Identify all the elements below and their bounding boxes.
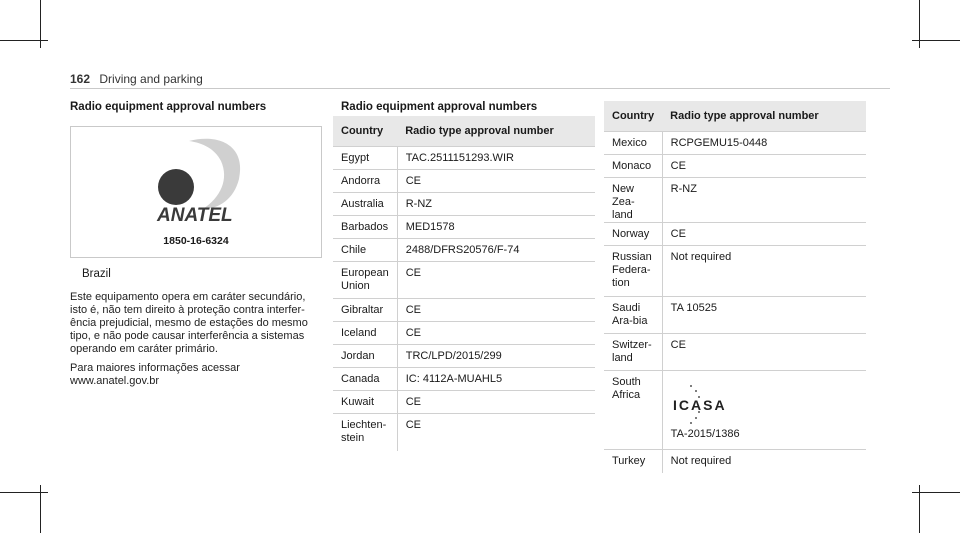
approval-number-cell: CE [397, 391, 595, 414]
table-row [333, 391, 595, 414]
approval-number-cell [662, 371, 866, 450]
approval-number-cell: Not required [662, 450, 866, 473]
svg-text:ANATEL: ANATEL [157, 205, 233, 226]
approval-number-cell: TAC.2511151293.WIR [397, 147, 595, 170]
table-row [333, 193, 595, 216]
table-row [604, 246, 866, 297]
table-row [333, 216, 595, 239]
col-header-number: Radio type approval number [662, 101, 866, 132]
brazil-paragraph: Este equipamento opera em caráter secundário, isto é, não tem direito à proteção contra interfer-ência prejudicial, mesmo de estações do mesmo tipo, e não pode causar interferência a sistemas operando em caráter primário. [70, 291, 308, 355]
table-row [333, 239, 595, 262]
approval-number-cell: CE [662, 223, 866, 246]
anatel-code: 1850-16-6324 [163, 235, 229, 247]
country-cell: Norway [604, 223, 662, 246]
country-cell: Andorra [333, 170, 397, 193]
approval-number-cell: CE [397, 262, 595, 299]
approval-number-cell: R-NZ [662, 178, 866, 223]
country-cell: New Zea-land [604, 178, 662, 223]
page-number: 162 [70, 72, 91, 86]
country-cell: Canada [333, 368, 397, 391]
table-row [604, 155, 866, 178]
table-row [604, 297, 866, 334]
approval-number-cell: 2488/DFRS20576/F-74 [397, 239, 595, 262]
anatel-logo-box [70, 126, 322, 258]
section-title: Driving and parking [99, 72, 203, 86]
header-divider [70, 88, 890, 89]
approval-number-cell: CE [397, 170, 595, 193]
table-row [333, 368, 595, 391]
approval-number-cell: R-NZ [397, 193, 595, 216]
icasa-logo [671, 382, 741, 426]
approval-number-cell: CE [662, 334, 866, 371]
country-cell: Chile [333, 239, 397, 262]
col-header-number: Radio type approval number [397, 116, 595, 147]
country-cell: Australia [333, 193, 397, 216]
country-cell: Mexico [604, 132, 662, 155]
approval-number-cell: TRC/LPD/2015/299 [397, 345, 595, 368]
country-cell: Liechten-stein [333, 414, 397, 451]
country-cell: Kuwait [333, 391, 397, 414]
table-row [604, 132, 866, 155]
country-cell: Turkey [604, 450, 662, 473]
country-cell: Barbados [333, 216, 397, 239]
table-row [604, 178, 866, 223]
approval-table-right [604, 101, 866, 473]
middle-section-title: Radio equipment approval numbers [341, 101, 538, 113]
table-row [333, 345, 595, 368]
country-cell: Monaco [604, 155, 662, 178]
approval-table-middle [333, 116, 595, 451]
col-header-country: Country [333, 116, 397, 147]
svg-text:ICASA: ICASA [672, 397, 727, 413]
table-row [333, 322, 595, 345]
approval-number-cell: CE [662, 155, 866, 178]
approval-number-cell: RCPGEMU15-0448 [662, 132, 866, 155]
anatel-logo [71, 127, 321, 232]
country-cell: Saudi Ara-bia [604, 297, 662, 334]
table-row [333, 262, 595, 299]
brazil-info-paragraph: Para maiores informações acessar www.anatel.gov.br [70, 362, 240, 387]
approval-number-cell: TA 10525 [662, 297, 866, 334]
approval-number-cell: CE [397, 414, 595, 451]
country-cell: Gibraltar [333, 299, 397, 322]
page-header [70, 72, 203, 86]
crop-mark [912, 492, 960, 493]
approval-number-cell: CE [397, 322, 595, 345]
country-cell: European Union [333, 262, 397, 299]
table-row [604, 223, 866, 246]
approval-number-cell: IC: 4112A-MUAHL5 [397, 368, 595, 391]
table-row [604, 371, 866, 450]
country-cell: Egypt [333, 147, 397, 170]
approval-number-cell: CE [397, 299, 595, 322]
country-cell: Iceland [333, 322, 397, 345]
table-row [604, 334, 866, 371]
crop-mark [0, 40, 48, 41]
country-cell: Russian Federa-tion [604, 246, 662, 297]
approval-number-text: TA-2015/1386 [670, 428, 740, 440]
country-cell: South Africa [604, 371, 662, 450]
country-cell: Jordan [333, 345, 397, 368]
crop-mark [0, 492, 48, 493]
approval-number-cell: Not required [662, 246, 866, 297]
table-row [333, 147, 595, 170]
table-row [333, 299, 595, 322]
table-row [333, 170, 595, 193]
brazil-label: Brazil [82, 268, 111, 280]
approval-number-cell: MED1578 [397, 216, 595, 239]
col-header-country: Country [604, 101, 662, 132]
crop-mark [912, 40, 960, 41]
country-cell: Switzer-land [604, 334, 662, 371]
table-row [604, 450, 866, 473]
table-row [333, 414, 595, 451]
left-section-title: Radio equipment approval numbers [70, 101, 267, 113]
